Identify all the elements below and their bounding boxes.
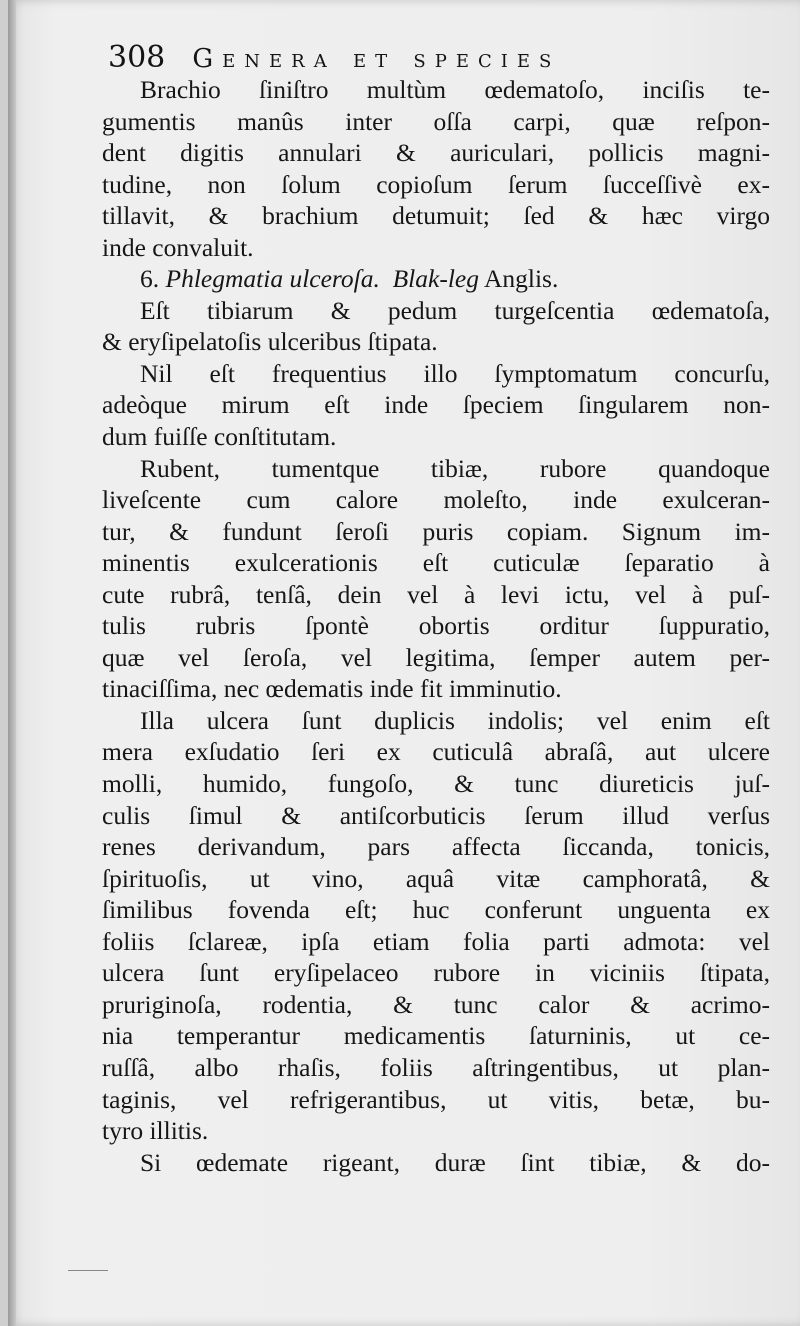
text-line: quæ vel ſeroſa, vel legitima, ſemper autem per- [102,642,770,672]
text-line: Eſt tibiarum & pedum turgeſcentia œdematoſa, [140,295,770,325]
text-line: ulcera ſunt eryſipelaceo rubore in viciniis ſtipata, [102,958,770,988]
text-line: Si œdemate rigeant, duræ ſint tibiæ, & do- [140,1147,770,1177]
text-line: ſpirituoſis, ut vino, aquâ vitæ camphoratâ, & [102,863,770,893]
text-line: adeòque mirum eſt inde ſpeciem ſingularem non- [102,390,770,420]
language-note: Anglis. [478,264,559,294]
text-line: gumentis manûs inter oſſa carpi, quæ reſpon- [102,106,770,136]
text-line: tudine, non ſolum copioſum ſerum ſucceſſivè ex- [102,169,770,199]
text-line: Nil eſt frequentius illo ſymptomatum concurſu, [140,358,770,388]
species-name: Phlegmatia ulceroſa. [165,264,380,294]
text-line: Illa ulcera ſunt duplicis indolis; vel enim eſt [140,705,770,735]
text-line: ruſſâ, albo rhaſis, foliis aſtringentibus, ut plan- [102,1052,770,1082]
english-name: Blak-leg [392,264,479,294]
running-title: Genera et species [192,44,561,74]
printer-mark [68,1270,108,1274]
text-line: culis ſimul & antiſcorbuticis ſerum illud verſus [102,800,770,830]
text-line: dum fuiſſe conſtitutam. [102,422,337,452]
book-page [8,0,800,1326]
text-line: mera exſudatio ſeri ex cuticulâ abraſâ, aut ulcere [102,737,770,767]
text-line: tinaciſſima, nec œdematis inde fit imminutio. [102,674,562,704]
text-line [102,263,770,295]
text-line: foliis ſclareæ, ipſa etiam folia parti admota: vel [102,926,770,956]
text-line: tillavit, & brachium detumuit; ſed & hæc virgo [102,201,770,231]
text-line: tulis rubris ſpontè obortis orditur ſuppuratio, [102,611,770,641]
section-number: 6. [140,264,166,294]
text-line: ſimilibus fovenda eſt; huc conferunt unguenta ex [102,895,770,925]
text-line: pruriginoſa, rodentia, & tunc calor & acrimo- [102,989,770,1019]
text-line: liveſcente cum calore moleſto, inde exulceran- [102,485,770,515]
text-line: molli, humido, fungoſo, & tunc diureticis juſ- [102,769,770,799]
text-line: tur, & fundunt ſeroſi puris copiam. Signum im- [102,516,770,546]
text-line: dent digitis annulari & auriculari, pollicis magni- [102,138,770,168]
text-line: inde convaluit. [102,232,254,262]
page-gutter [8,0,16,1326]
text-line: renes derivandum, pars affecta ſiccanda, tonicis, [102,832,770,862]
text-line: minentis exulcerationis eſt cuticulæ ſeparatio à [102,548,770,578]
page-number: 308 [108,40,166,75]
text-line: & eryſipelatoſis ulceribus ſtipata. [102,327,438,357]
text-line: nia temperantur medicamentis ſaturninis, ut ce- [102,1021,770,1051]
text-line: tyro illitis. [102,1116,209,1146]
text-line: Rubent, tumentque tibiæ, rubore quandoque [140,453,770,483]
text-line: taginis, vel refrigerantibus, ut vitis, betæ, bu- [102,1084,770,1114]
text-line: cute rubrâ, tenſâ, dein vel à levi ictu, vel à puſ- [102,579,770,609]
body-text [102,74,770,1178]
text-line: Brachio ſiniſtro multùm œdematoſo, inciſis te- [140,75,770,104]
